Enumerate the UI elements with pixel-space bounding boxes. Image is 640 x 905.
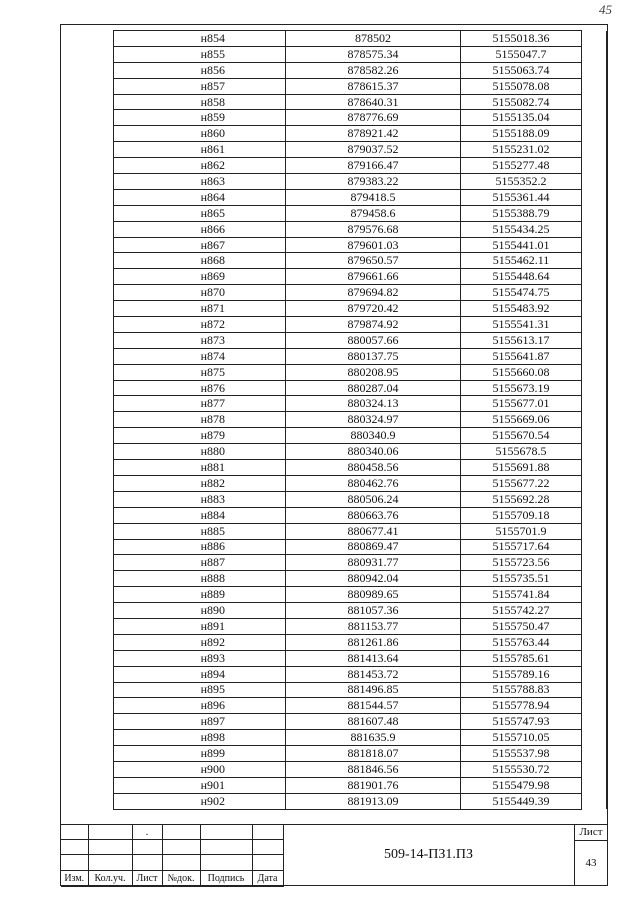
spacer-cell [582,603,607,619]
spacer-cell [582,285,607,301]
point-name-cell: н868 [114,253,286,269]
spacer-cell [582,78,607,94]
x-coordinate-cell: 881453.72 [286,666,461,682]
x-coordinate-cell: 878921.42 [286,126,461,142]
table-row [114,348,607,364]
spacer-cell [582,332,607,348]
x-coordinate-cell: 881496.85 [286,682,461,698]
x-coordinate-cell: 881261.86 [286,634,461,650]
table-row [114,714,607,730]
y-coordinate-cell: 5155789.16 [461,666,582,682]
point-name-cell: н873 [114,332,286,348]
x-coordinate-cell: 881818.07 [286,746,461,762]
table-row [114,650,607,666]
y-coordinate-cell: 5155082.74 [461,94,582,110]
x-coordinate-cell: 881153.77 [286,618,461,634]
spacer-cell [582,571,607,587]
table-row [114,31,607,47]
table-row [114,618,607,634]
table-row [114,237,607,253]
point-name-cell: н881 [114,460,286,476]
revision-row [61,825,283,840]
x-coordinate-cell: 881901.76 [286,777,461,793]
x-coordinate-cell: 879383.22 [286,174,461,190]
y-coordinate-cell: 5155691.88 [461,460,582,476]
coordinates-table-wrapper [113,30,606,810]
y-coordinate-cell: 5155710.05 [461,730,582,746]
table-row [114,332,607,348]
revision-cell [200,855,252,870]
point-name-cell: н890 [114,603,286,619]
revision-labels-row [61,870,283,886]
spacer-cell [582,142,607,158]
y-coordinate-cell: 5155677.22 [461,475,582,491]
y-coordinate-cell: 5155660.08 [461,364,582,380]
point-name-cell: н894 [114,666,286,682]
revision-cell [132,855,162,870]
point-name-cell: н855 [114,46,286,62]
title-block [61,824,607,885]
revision-cell [88,825,132,840]
point-name-cell: н856 [114,62,286,78]
point-name-cell: н857 [114,78,286,94]
y-coordinate-cell: 5155135.04 [461,110,582,126]
spacer-cell [582,237,607,253]
spacer-cell [582,507,607,523]
x-coordinate-cell: 879458.6 [286,205,461,221]
point-name-cell: н901 [114,777,286,793]
point-name-cell: н871 [114,301,286,317]
table-row [114,301,607,317]
y-coordinate-cell: 5155352.2 [461,174,582,190]
point-name-cell: н864 [114,189,286,205]
x-coordinate-cell: 881057.36 [286,603,461,619]
point-name-cell: н897 [114,714,286,730]
table-row [114,730,607,746]
x-coordinate-cell: 879576.68 [286,221,461,237]
spacer-cell [582,364,607,380]
x-coordinate-cell: 879037.52 [286,142,461,158]
point-name-cell: н863 [114,174,286,190]
y-coordinate-cell: 5155388.79 [461,205,582,221]
revision-cell [88,840,132,855]
spacer-cell [582,491,607,507]
table-row [114,317,607,333]
spacer-cell [582,650,607,666]
x-coordinate-cell: 880057.66 [286,332,461,348]
table-row [114,269,607,285]
table-row [114,539,607,555]
x-coordinate-cell: 880458.56 [286,460,461,476]
table-row [114,444,607,460]
spacer-cell [582,31,607,47]
spacer-cell [582,587,607,603]
y-coordinate-cell: 5155462.11 [461,253,582,269]
y-coordinate-cell: 5155188.09 [461,126,582,142]
x-coordinate-cell: 879694.82 [286,285,461,301]
x-coordinate-cell: 880989.65 [286,587,461,603]
spacer-cell [582,46,607,62]
x-coordinate-cell: 879166.47 [286,158,461,174]
point-name-cell: н859 [114,110,286,126]
x-coordinate-cell: 880462.76 [286,475,461,491]
point-name-cell: н899 [114,746,286,762]
table-row [114,285,607,301]
spacer-cell [582,793,607,809]
spacer-cell [582,444,607,460]
point-name-cell: н879 [114,428,286,444]
y-coordinate-cell: 5155750.47 [461,618,582,634]
point-name-cell: н876 [114,380,286,396]
point-name-cell: н887 [114,555,286,571]
table-row [114,158,607,174]
point-name-cell: н888 [114,571,286,587]
spacer-cell [582,158,607,174]
y-coordinate-cell: 5155788.83 [461,682,582,698]
point-name-cell: н854 [114,31,286,47]
spacer-cell [582,205,607,221]
x-coordinate-cell: 880137.75 [286,348,461,364]
spacer-cell [582,428,607,444]
y-coordinate-cell: 5155483.92 [461,301,582,317]
table-row [114,253,607,269]
x-coordinate-cell: 879601.03 [286,237,461,253]
spacer-cell [582,221,607,237]
x-coordinate-cell: 881544.57 [286,698,461,714]
x-coordinate-cell: 880677.41 [286,523,461,539]
x-coordinate-cell: 880506.24 [286,491,461,507]
x-coordinate-cell: 879650.57 [286,253,461,269]
x-coordinate-cell: 878615.37 [286,78,461,94]
table-row [114,428,607,444]
revision-row [61,855,283,870]
spacer-cell [582,269,607,285]
revision-cell [252,840,283,855]
table-row [114,46,607,62]
x-coordinate-cell: 880942.04 [286,571,461,587]
point-name-cell: н896 [114,698,286,714]
y-coordinate-cell: 5155717.64 [461,539,582,555]
x-coordinate-cell: 881846.56 [286,761,461,777]
spacer-cell [582,523,607,539]
table-row [114,221,607,237]
y-coordinate-cell: 5155530.72 [461,761,582,777]
point-name-cell: н891 [114,618,286,634]
label-doc-number: №док. [162,870,200,886]
y-coordinate-cell: 5155670.54 [461,428,582,444]
y-coordinate-cell: 5155448.64 [461,269,582,285]
point-name-cell: н882 [114,475,286,491]
revision-row [61,840,283,855]
y-coordinate-cell: 5155701.9 [461,523,582,539]
table-row [114,507,607,523]
x-coordinate-cell: 878776.69 [286,110,461,126]
x-coordinate-cell: 881913.09 [286,793,461,809]
spacer-cell [582,301,607,317]
spacer-cell [582,412,607,428]
point-name-cell: н869 [114,269,286,285]
x-coordinate-cell: 881413.64 [286,650,461,666]
point-name-cell: н886 [114,539,286,555]
point-name-cell: н889 [114,587,286,603]
document-code: 509-14-ПЗ1.ПЗ [283,825,575,885]
y-coordinate-cell: 5155231.02 [461,142,582,158]
y-coordinate-cell: 5155692.28 [461,491,582,507]
y-coordinate-cell: 5155742.27 [461,603,582,619]
y-coordinate-cell: 5155677.01 [461,396,582,412]
revision-table [61,825,284,887]
table-row [114,746,607,762]
table-row [114,682,607,698]
drawing-frame [60,24,608,886]
x-coordinate-cell: 879661.66 [286,269,461,285]
label-change: Изм. [61,870,88,886]
y-coordinate-cell: 5155709.18 [461,507,582,523]
spacer-cell [582,174,607,190]
revision-cell [162,855,200,870]
x-coordinate-cell: 880287.04 [286,380,461,396]
table-row [114,78,607,94]
y-coordinate-cell: 5155613.17 [461,332,582,348]
table-row [114,555,607,571]
table-row [114,396,607,412]
y-coordinate-cell: 5155785.61 [461,650,582,666]
x-coordinate-cell: 879874.92 [286,317,461,333]
x-coordinate-cell: 879720.42 [286,301,461,317]
y-coordinate-cell: 5155673.19 [461,380,582,396]
point-name-cell: н877 [114,396,286,412]
label-date: Дата [252,870,283,886]
y-coordinate-cell: 5155678.5 [461,444,582,460]
x-coordinate-cell: 881635.9 [286,730,461,746]
spacer-cell [582,62,607,78]
table-row [114,380,607,396]
table-row [114,571,607,587]
spacer-cell [582,682,607,698]
y-coordinate-cell: 5155449.39 [461,793,582,809]
y-coordinate-cell: 5155537.98 [461,746,582,762]
spacer-cell [582,110,607,126]
spacer-cell [582,539,607,555]
label-signature: Подпись [200,870,252,886]
table-row [114,634,607,650]
spacer-cell [582,618,607,634]
point-name-cell: н860 [114,126,286,142]
x-coordinate-cell: 881607.48 [286,714,461,730]
spacer-cell [582,555,607,571]
x-coordinate-cell: 880340.9 [286,428,461,444]
revision-cell [88,855,132,870]
table-row [114,475,607,491]
revision-grid [61,825,283,885]
x-coordinate-cell: 878582.26 [286,62,461,78]
revision-cell [61,840,88,855]
label-count: Кол.уч. [88,870,132,886]
x-coordinate-cell: 880869.47 [286,539,461,555]
point-name-cell: н872 [114,317,286,333]
point-name-cell: н884 [114,507,286,523]
point-name-cell: н866 [114,221,286,237]
table-row [114,491,607,507]
point-name-cell: н895 [114,682,286,698]
table-row [114,523,607,539]
y-coordinate-cell: 5155078.08 [461,78,582,94]
coordinates-table [113,30,607,810]
table-row [114,460,607,476]
x-coordinate-cell: 880663.76 [286,507,461,523]
point-name-cell: н880 [114,444,286,460]
table-row [114,603,607,619]
spacer-cell [582,348,607,364]
y-coordinate-cell: 5155641.87 [461,348,582,364]
label-sheet: Лист [132,870,162,886]
point-name-cell: н898 [114,730,286,746]
table-row [114,126,607,142]
spacer-cell [582,730,607,746]
y-coordinate-cell: 5155735.51 [461,571,582,587]
x-coordinate-cell: 880208.95 [286,364,461,380]
x-coordinate-cell: 880931.77 [286,555,461,571]
spacer-cell [582,460,607,476]
point-name-cell: н870 [114,285,286,301]
table-row [114,761,607,777]
table-row [114,205,607,221]
point-name-cell: н874 [114,348,286,364]
y-coordinate-cell: 5155063.74 [461,62,582,78]
table-row [114,62,607,78]
y-coordinate-cell: 5155479.98 [461,777,582,793]
spacer-cell [582,761,607,777]
spacer-cell [582,380,607,396]
revision-cell [200,825,252,840]
spacer-cell [582,396,607,412]
table-row [114,364,607,380]
y-coordinate-cell: 5155277.48 [461,158,582,174]
spacer-cell [582,666,607,682]
x-coordinate-cell: 880324.97 [286,412,461,428]
revision-cell [61,825,88,840]
spacer-cell [582,317,607,333]
point-name-cell: н893 [114,650,286,666]
x-coordinate-cell: 880324.13 [286,396,461,412]
point-name-cell: н858 [114,94,286,110]
table-row [114,666,607,682]
spacer-cell [582,126,607,142]
spacer-cell [582,746,607,762]
y-coordinate-cell: 5155669.06 [461,412,582,428]
point-name-cell: н875 [114,364,286,380]
table-row [114,142,607,158]
point-name-cell: н892 [114,634,286,650]
y-coordinate-cell: 5155434.25 [461,221,582,237]
revision-cell [132,840,162,855]
spacer-cell [582,714,607,730]
spacer-cell [582,634,607,650]
table-row [114,587,607,603]
sheet-label: Лист [575,825,607,841]
point-name-cell: н885 [114,523,286,539]
y-coordinate-cell: 5155441.01 [461,237,582,253]
corner-mark: 45 [599,2,612,17]
table-row [114,189,607,205]
x-coordinate-cell: 878502 [286,31,461,47]
y-coordinate-cell: 5155361.44 [461,189,582,205]
y-coordinate-cell: 5155723.56 [461,555,582,571]
point-name-cell: н900 [114,761,286,777]
point-name-cell: н862 [114,158,286,174]
y-coordinate-cell: 5155778.94 [461,698,582,714]
x-coordinate-cell: 880340.06 [286,444,461,460]
table-row [114,412,607,428]
revision-cell [162,825,200,840]
y-coordinate-cell: 5155047.7 [461,46,582,62]
spacer-cell [582,253,607,269]
table-row [114,110,607,126]
y-coordinate-cell: 5155763.44 [461,634,582,650]
revision-cell [252,825,283,840]
spacer-cell [582,94,607,110]
table-row [114,174,607,190]
revision-cell [252,855,283,870]
spacer-cell [582,189,607,205]
y-coordinate-cell: 5155018.36 [461,31,582,47]
table-row [114,793,607,809]
x-coordinate-cell: 879418.5 [286,189,461,205]
y-coordinate-cell: 5155541.31 [461,317,582,333]
revision-cell [61,855,88,870]
revision-cell [200,840,252,855]
revision-cell-dot: . [132,825,162,840]
table-row [114,777,607,793]
sheet-number: 43 [585,857,597,869]
coordinates-table-body [114,31,607,810]
table-row [114,94,607,110]
spacer-cell [582,475,607,491]
point-name-cell: н878 [114,412,286,428]
point-name-cell: н902 [114,793,286,809]
y-coordinate-cell: 5155741.84 [461,587,582,603]
point-name-cell: н865 [114,205,286,221]
point-name-cell: н861 [114,142,286,158]
point-name-cell: н867 [114,237,286,253]
y-coordinate-cell: 5155747.93 [461,714,582,730]
spacer-cell [582,698,607,714]
point-name-cell: н883 [114,491,286,507]
revision-cell [162,840,200,855]
x-coordinate-cell: 878575.34 [286,46,461,62]
table-row [114,698,607,714]
spacer-cell [582,777,607,793]
y-coordinate-cell: 5155474.75 [461,285,582,301]
x-coordinate-cell: 878640.31 [286,94,461,110]
